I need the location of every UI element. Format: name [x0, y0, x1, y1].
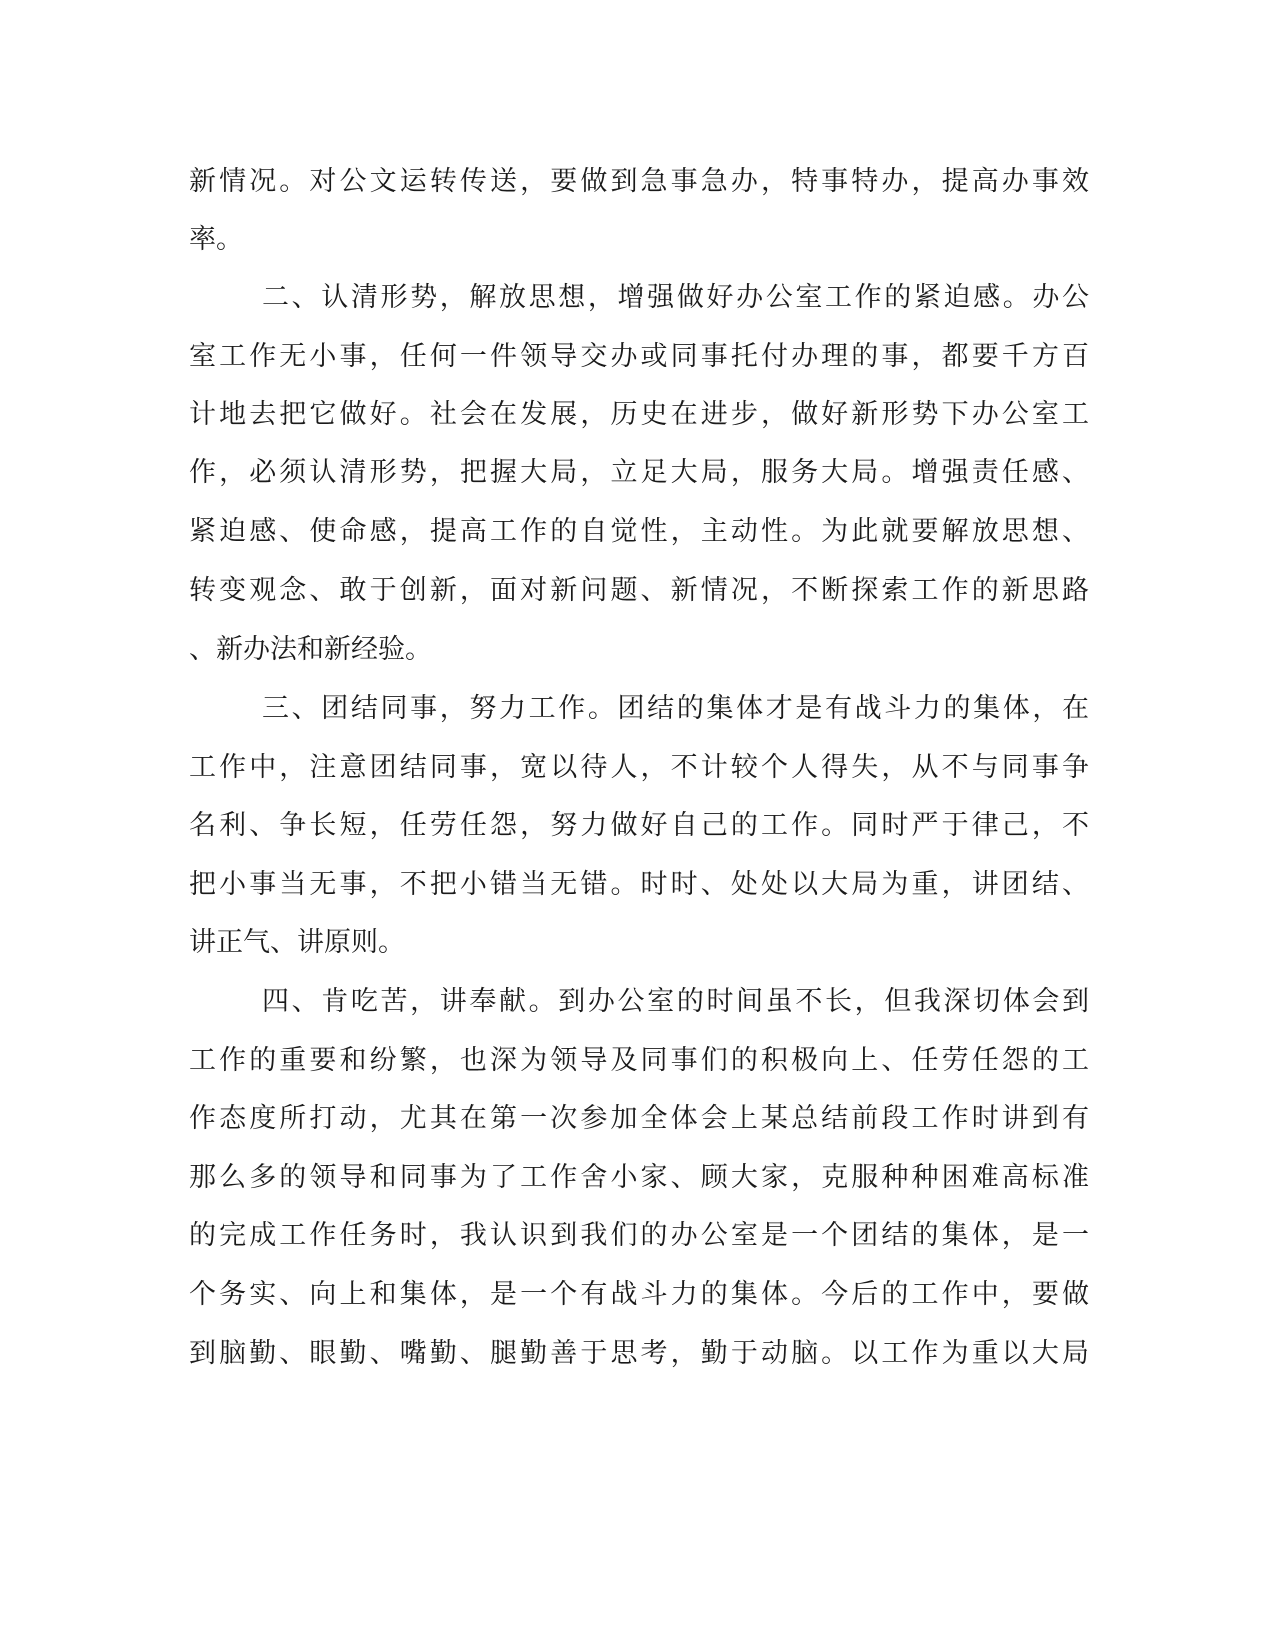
paragraph-heading-line: 三、团结同事，努力工作。团结的集体才是有战斗力的集体，在	[262, 693, 1089, 724]
text-line: 作，必须认清形势，把握大局，立足大局，服务大局。增强责任感、	[189, 457, 1089, 488]
text-line: 、新办法和新经验。	[189, 634, 432, 665]
text-line: 个务实、向上和集体，是一个有战斗力的集体。今后的工作中，要做	[189, 1279, 1089, 1310]
text-line: 率。	[189, 224, 243, 255]
text-line: 那么多的领导和同事为了工作舍小家、顾大家，克服种种困难高标准	[189, 1162, 1089, 1193]
text-line: 到脑勤、眼勤、嘴勤、腿勤善于思考，勤于动脑。以工作为重以大局	[189, 1338, 1089, 1369]
paragraph-heading-line: 二、认清形势，解放思想，增强做好办公室工作的紧迫感。办公	[262, 282, 1089, 313]
text-line: 作态度所打动，尤其在第一次参加全体会上某总结前段工作时讲到有	[189, 1103, 1089, 1134]
text-line: 讲正气、讲原则。	[189, 927, 405, 958]
text-line: 计地去把它做好。社会在发展，历史在进步，做好新形势下办公室工	[189, 399, 1089, 430]
text-line: 新情况。对公文运转传送，要做到急事急办，特事特办，提高办事效	[189, 166, 1089, 197]
text-line: 工作的重要和纷繁，也深为领导及同事们的积极向上、任劳任怨的工	[189, 1045, 1089, 1076]
text-line: 转变观念、敢于创新，面对新问题、新情况，不断探索工作的新思路	[189, 575, 1089, 606]
text-line: 名利、争长短，任劳任怨，努力做好自己的工作。同时严于律己，不	[189, 810, 1089, 841]
text-line: 把小事当无事，不把小错当无错。时时、处处以大局为重，讲团结、	[189, 869, 1089, 900]
text-line: 的完成工作任务时，我认识到我们的办公室是一个团结的集体，是一	[189, 1220, 1089, 1251]
paragraph-heading-line: 四、肯吃苦，讲奉献。到办公室的时间虽不长，但我深切体会到	[262, 986, 1089, 1017]
text-line: 紧迫感、使命感，提高工作的自觉性，主动性。为此就要解放思想、	[189, 516, 1089, 547]
text-line: 室工作无小事，任何一件领导交办或同事托付办理的事，都要千方百	[189, 341, 1089, 372]
text-line: 工作中，注意团结同事，宽以待人，不计较个人得失，从不与同事争	[189, 752, 1089, 783]
